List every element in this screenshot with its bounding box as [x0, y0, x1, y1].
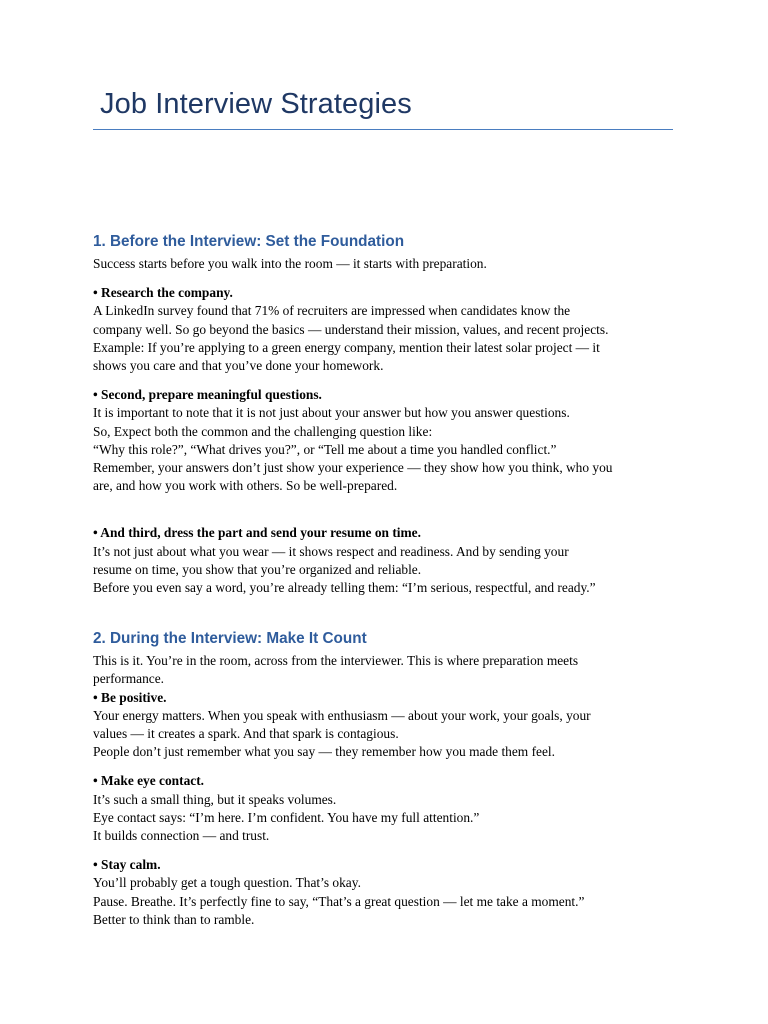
- text-line: You’ll probably get a tough question. That’s okay.: [93, 875, 361, 891]
- text-line: company well. So go beyond the basics — understand their mission, values, and recent projects.: [93, 321, 609, 337]
- text-line: Better to think than to ramble.: [93, 911, 255, 927]
- text-line: values — it creates a spark. And that spark is contagious.: [93, 726, 399, 742]
- title-underline: [93, 129, 673, 130]
- intro-line: performance.: [93, 671, 165, 687]
- document-body: [93, 232, 683, 929]
- bullet-text: [93, 874, 683, 929]
- text-line: Pause. Breathe. It’s perfectly fine to say, “That’s a great question — let me take a moment.”: [93, 893, 585, 909]
- text-line: It’s not just about what you wear — it shows respect and readiness. And by sending your: [93, 543, 569, 559]
- text-line: It is important to note that it is not just about your answer but how you answer questions.: [93, 405, 570, 421]
- bullet-title: • Be positive.: [93, 689, 167, 705]
- intro-line: This is it. You’re in the room, across from the interviewer. This is where preparation meets: [93, 653, 579, 669]
- document-title: Job Interview Strategies: [100, 88, 412, 120]
- text-line: shows you care and that you’ve done your homework.: [93, 358, 384, 374]
- bullet-eye-contact: [93, 772, 683, 845]
- bullet-prepare-questions: [93, 386, 683, 495]
- text-line: Eye contact says: “I’m here. I’m confident. You have my full attention.”: [93, 809, 480, 825]
- bullet-title: • And third, dress the part and send your resume on time.: [93, 525, 421, 541]
- text-line: are, and how you work with others. So be well-prepared.: [93, 478, 398, 494]
- text-line: Example: If you’re applying to a green energy company, mention their latest solar project — it: [93, 339, 600, 355]
- section-intro: [93, 255, 683, 273]
- text-line: “Why this role?”, “What drives you?”, or “Tell me about a time you handled conflict.”: [93, 441, 557, 457]
- text-line: Your energy matters. When you speak with enthusiasm — about your work, your goals, your: [93, 707, 591, 723]
- section-intro: [93, 652, 683, 688]
- bullet-text: [93, 543, 683, 598]
- bullet-title: • Research the company.: [93, 285, 233, 301]
- bullet-text: [93, 404, 683, 495]
- text-line: resume on time, you show that you’re organized and reliable.: [93, 561, 422, 577]
- text-line: It’s such a small thing, but it speaks volumes.: [93, 791, 337, 807]
- text-line: Before you even say a word, you’re already telling them: “I’m serious, respectful, and ready.”: [93, 580, 596, 596]
- bullet-title: • Second, prepare meaningful questions.: [93, 387, 322, 403]
- section-heading: 1. Before the Interview: Set the Foundation: [93, 233, 405, 250]
- bullet-text: [93, 707, 683, 762]
- bullet-title: • Make eye contact.: [93, 773, 205, 789]
- text-line: It builds connection — and trust.: [93, 828, 270, 844]
- bullet-text: [93, 791, 683, 846]
- section-during-interview: [93, 629, 683, 929]
- bullet-title: • Stay calm.: [93, 857, 161, 873]
- section-heading: 2. During the Interview: Make It Count: [93, 630, 367, 648]
- bullet-stay-calm: [93, 856, 683, 929]
- text-line: A LinkedIn survey found that 71% of recruiters are impressed when candidates know the: [93, 303, 571, 319]
- bullet-dress-the-part: [93, 524, 683, 597]
- bullet-be-positive: [93, 689, 683, 762]
- text-line: People don’t just remember what you say — they remember how you made them feel.: [93, 744, 555, 760]
- bullet-text: [93, 302, 683, 375]
- bullet-research-company: [93, 284, 683, 375]
- text-line: So, Expect both the common and the challenging question like:: [93, 423, 433, 439]
- text-line: Remember, your answers don’t just show your experience — they show how you think, who you: [93, 460, 613, 476]
- intro-line: Success starts before you walk into the room — it starts with preparation.: [93, 256, 487, 271]
- section-before-interview: [93, 232, 683, 597]
